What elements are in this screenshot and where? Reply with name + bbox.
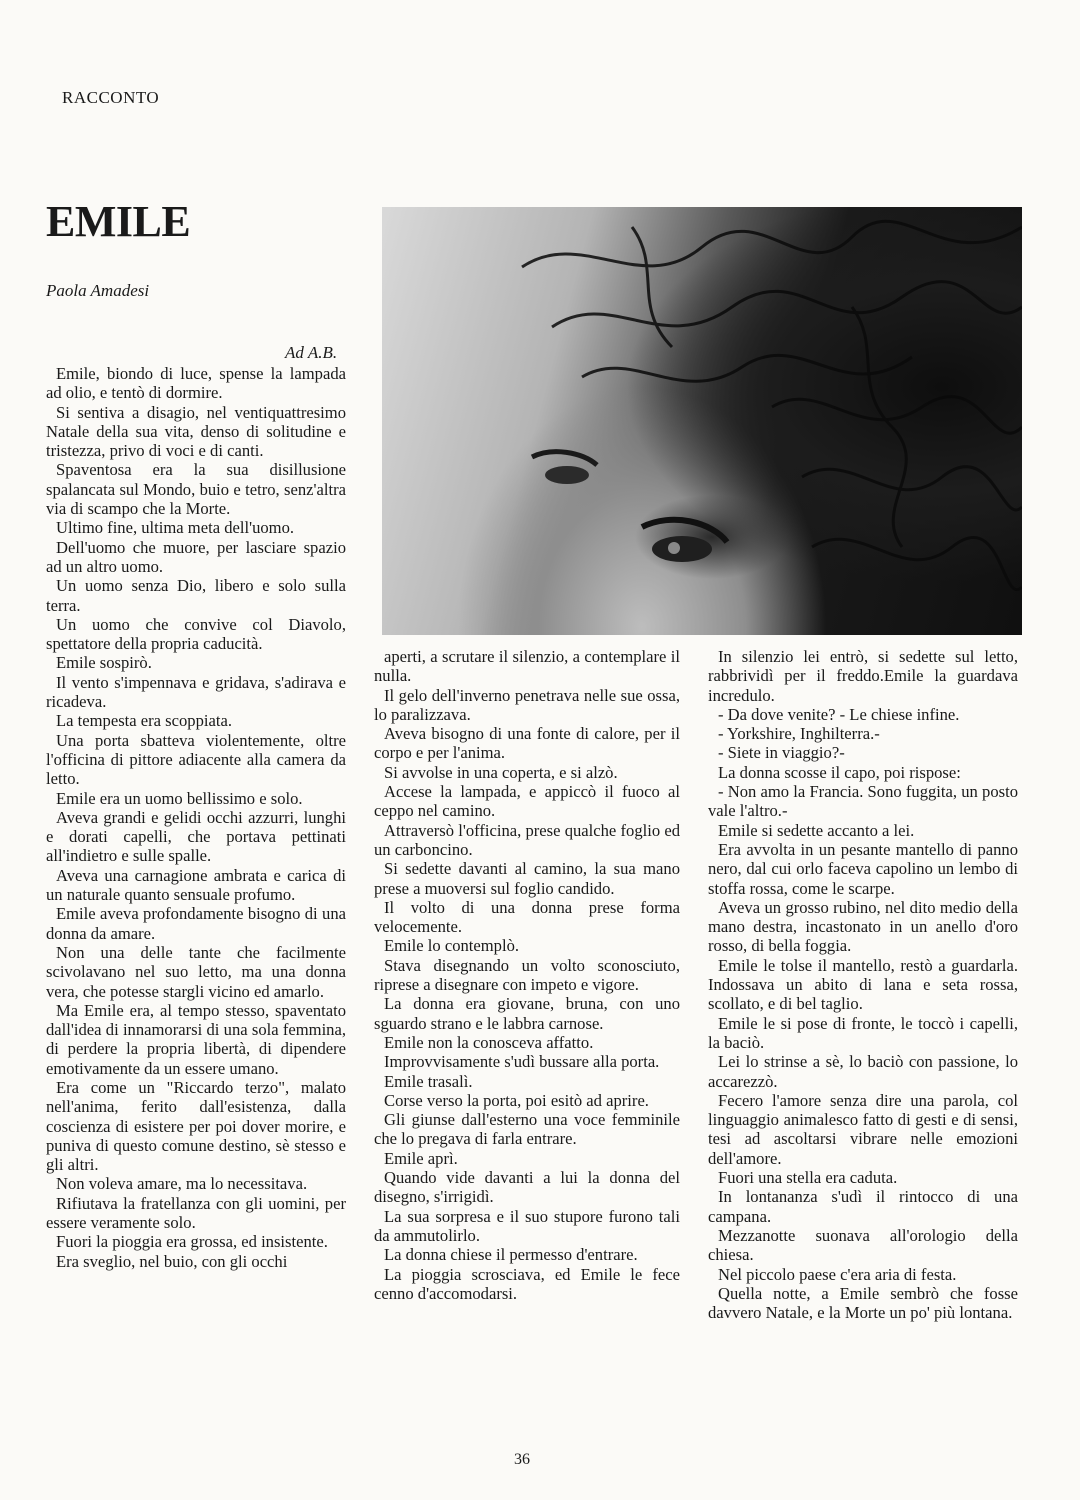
page-number: 36 bbox=[514, 1451, 530, 1468]
paragraph: La pioggia scrosciava, ed Emile le fece cenno d'accomodarsi. bbox=[374, 1264, 680, 1303]
paragraph: Stava disegnando un volto sconosciuto, riprese a disegnare con impeto e vigore. bbox=[374, 955, 680, 995]
paragraph: - Non amo la Francia. Sono fuggita, un posto vale l'altro.- bbox=[708, 782, 1018, 821]
text-column-3 bbox=[708, 647, 1018, 1322]
paragraph: Accese la lampada, e appiccò il fuoco al ceppo nel camino. bbox=[374, 782, 680, 821]
paragraph: Emile sospirò. bbox=[56, 653, 152, 673]
paragraph: La donna era giovane, bruna, con uno sguardo strano e le labbra carnose. bbox=[374, 994, 680, 1033]
paragraph: La sua sorpresa e il suo stupore furono tali da ammutolirlo. bbox=[374, 1206, 680, 1245]
paragraph: Fuori la pioggia era grossa, ed insistente. bbox=[56, 1232, 328, 1252]
paragraph: Un uomo senza Dio, libero e solo sulla terra. bbox=[46, 576, 346, 615]
paragraph: Emile lo contemplò. bbox=[384, 936, 520, 956]
paragraph: Un uomo che convive col Diavolo, spettatore della propria caducità. bbox=[46, 614, 346, 654]
paragraph: Non voleva amare, ma lo necessitava. bbox=[56, 1174, 308, 1194]
paragraph: Emile le tolse il mantello, restò a guardarla. Indossava un abito di lana e seta rossa, scollato, e di bel taglio. bbox=[708, 955, 1018, 1014]
paragraph: Attraversò l'officina, prese qualche foglio ed un carboncino. bbox=[374, 820, 680, 859]
paragraph: Quando vide davanti a lui la donna del disegno, s'irrigidì. bbox=[374, 1168, 680, 1207]
paragraph: - Yorkshire, Inghilterra.- bbox=[718, 724, 880, 744]
article-title: EMILE bbox=[46, 197, 191, 246]
portrait-photo-icon bbox=[382, 207, 1022, 635]
paragraph: Emile aprì. bbox=[384, 1148, 458, 1168]
paragraph: Dell'uomo che muore, per lasciare spazio ad un altro uomo. bbox=[46, 537, 346, 576]
article-dedication: Ad A.B. bbox=[285, 343, 338, 362]
paragraph: La donna chiese il permesso d'entrare. bbox=[384, 1245, 638, 1265]
paragraph: Aveva un grosso rubino, nel dito medio della mano destra, incastonato in un anello d'oro rosso, di bella foggia. bbox=[708, 897, 1018, 956]
paragraph: Era avvolta in un pesante mantello di panno nero, dal cui orlo faceva capolino un lembo di stoffa rossa, come le scarpe. bbox=[708, 839, 1018, 898]
paragraph: Corse verso la porta, poi esitò ad aprire. bbox=[384, 1090, 649, 1110]
paragraph: Aveva grandi e gelidi occhi azzurri, lunghi e dorati capelli, che portava pettinati all'indietro e sulle spalle. bbox=[46, 807, 346, 866]
paragraph: Si sentiva a disagio, nel ventiquattresimo Natale della sua vita, denso di solitudine e tristezza, privo di voci e di canti. bbox=[46, 402, 346, 461]
paragraph: In silenzio lei entrò, si sedette sul letto, rabbrividì per il freddo.Emile la guardava incredulo. bbox=[708, 647, 1018, 705]
paragraph: Spaventosa era la sua disillusione spalancata sul Mondo, buio e tetro, senz'altra via di scampo che la Morte. bbox=[46, 460, 346, 519]
paragraph: Il gelo dell'inverno penetrava nelle sue ossa, lo paralizzava. bbox=[374, 685, 680, 724]
paragraph: Ma Emile era, al tempo stesso, spaventato dall'idea di innamorarsi di una sola femmina, di perdere la propria libertà, di dipendere emotivamente da un essere umano. bbox=[46, 1000, 346, 1078]
paragraph: Era come un "Riccardo terzo", malato nell'anima, ferito dall'esistenza, dalla coscienza di esistere per poi dover morire, e puniva di questo comune destino, sè stesso e gli altri. bbox=[46, 1077, 346, 1175]
paragraph: Emile si sedette accanto a lei. bbox=[718, 820, 915, 840]
paragraph: Il vento s'impennava e gridava, s'adirava e ricadeva. bbox=[46, 672, 346, 712]
paragraph: Aveva una carnagione ambrata e carica di un naturale quanto sensuale profumo. bbox=[46, 865, 346, 905]
paragraph: La tempesta era scoppiata. bbox=[56, 711, 232, 731]
paragraph: Ultimo fine, ultima meta dell'uomo. bbox=[56, 518, 295, 538]
paragraph: aperti, a scrutare il silenzio, a contemplare il nulla. bbox=[374, 647, 680, 686]
paragraph: Quella notte, a Emile sembrò che fosse davvero Natale, e la Morte un po' più lontana. bbox=[708, 1283, 1018, 1323]
text-column-1 bbox=[46, 364, 346, 1271]
paragraph: Una porta sbatteva violentemente, oltre l'officina di pittore adiacente alla camera da letto. bbox=[46, 730, 346, 789]
paragraph: Fuori una stella era caduta. bbox=[718, 1168, 898, 1188]
portrait-photo bbox=[382, 207, 1022, 635]
article-author: Paola Amadesi bbox=[46, 281, 150, 300]
paragraph: Emile le si pose di fronte, le toccò i capelli, la baciò. bbox=[708, 1013, 1018, 1052]
paragraph: Emile aveva profondamente bisogno di una donna da amare. bbox=[46, 904, 346, 943]
paragraph: - Siete in viaggio?- bbox=[718, 743, 845, 763]
paragraph: Improvvisamente s'udì bussare alla porta. bbox=[384, 1052, 660, 1072]
paragraph: Nel piccolo paese c'era aria di festa. bbox=[718, 1264, 957, 1284]
paragraph: Emile, biondo di luce, spense la lampada ad olio, e tentò di dormire. bbox=[46, 364, 346, 403]
paragraph: La donna scosse il capo, poi rispose: bbox=[718, 762, 961, 782]
paragraph: Mezzanotte suonava all'orologio della chiesa. bbox=[708, 1225, 1018, 1265]
paragraph: Emile non la conosceva affatto. bbox=[384, 1032, 594, 1052]
paragraph: Fecero l'amore senza dire una parola, col linguaggio animalesco fatto di gesti e di sensi, tesi ad ascoltarsi vibrare nelle emozioni dell'amore. bbox=[708, 1090, 1018, 1168]
paragraph: Lei lo strinse a sè, lo baciò con passione, lo accarezzò. bbox=[708, 1052, 1018, 1091]
paragraph: In lontananza s'udì il rintocco di una campana. bbox=[708, 1187, 1018, 1226]
paragraph: Rifiutava la fratellanza con gli uomini, per essere veramente solo. bbox=[46, 1193, 346, 1233]
paragraph: Aveva bisogno di una fonte di calore, per il corpo e per l'anima. bbox=[374, 724, 680, 763]
text-column-2 bbox=[374, 647, 680, 1303]
paragraph: Non una delle tante che facilmente scivolavano nel suo letto, ma una donna vera, che potesse stargli vicino ed amarlo. bbox=[46, 942, 346, 1001]
paragraph: Il volto di una donna prese forma velocemente. bbox=[374, 897, 680, 937]
paragraph: Emile trasalì. bbox=[384, 1071, 473, 1091]
paragraph: Era sveglio, nel buio, con gli occhi bbox=[56, 1251, 288, 1271]
paragraph: Si avvolse in una coperta, e si alzò. bbox=[384, 762, 618, 782]
section-label: RACCONTO bbox=[62, 88, 160, 107]
paragraph: Gli giunse dall'esterno una voce femminile che lo pregava di farla entrare. bbox=[374, 1110, 680, 1149]
paragraph: Emile era un uomo bellissimo e solo. bbox=[56, 788, 303, 808]
paragraph: Si sedette davanti al camino, la sua mano prese a muoversi sul foglio candido. bbox=[374, 859, 680, 898]
paragraph: - Da dove venite? - Le chiese infine. bbox=[718, 704, 960, 724]
